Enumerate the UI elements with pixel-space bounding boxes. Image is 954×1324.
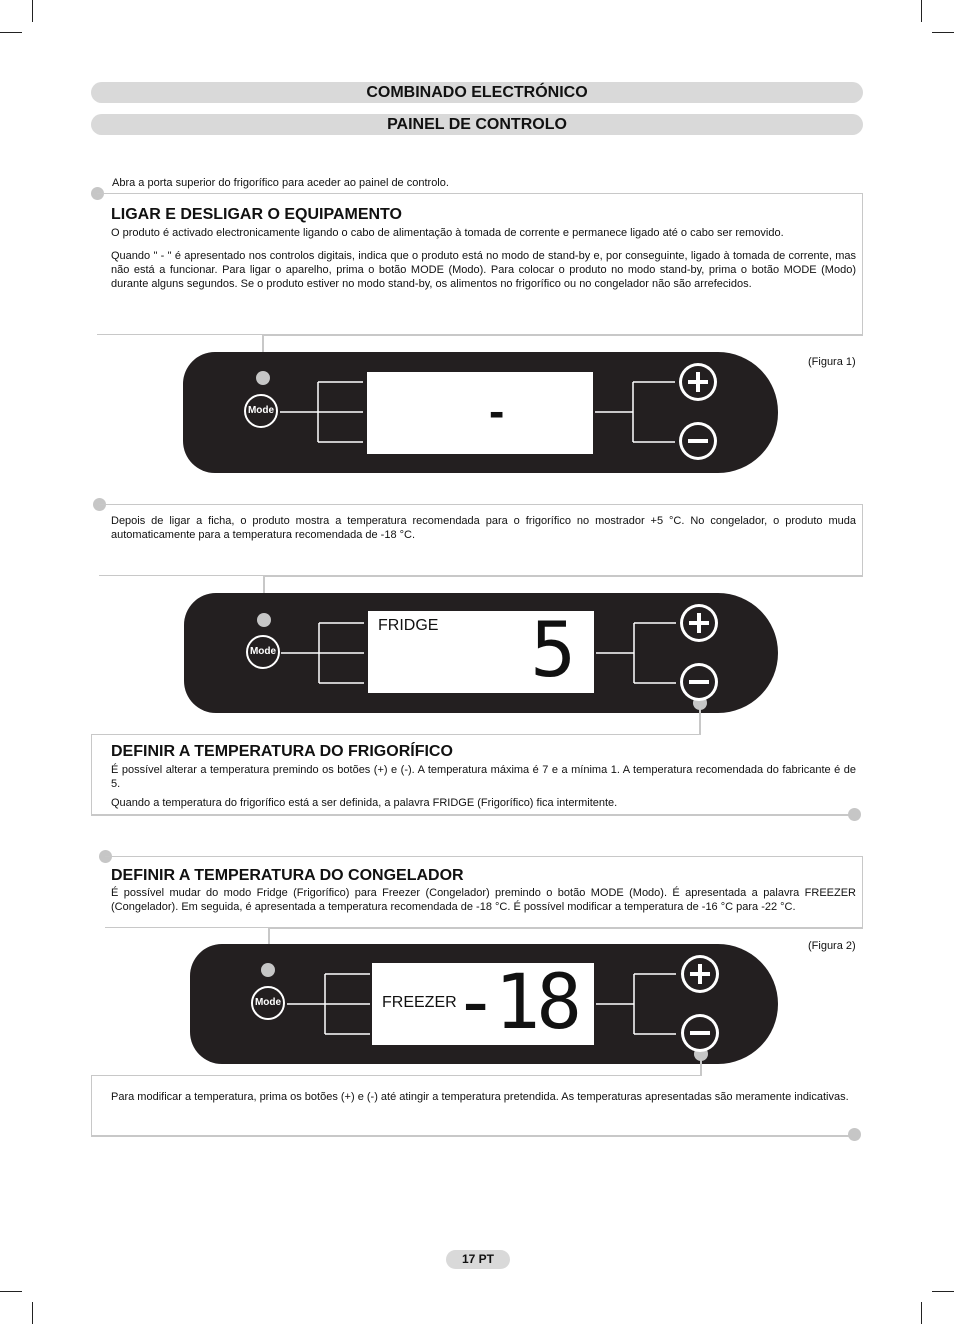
minus-icon [681,1014,719,1052]
crop-mark [32,1302,33,1324]
crop-mark [0,32,22,33]
plus-icon [680,604,718,642]
mode-button[interactable] [244,394,278,428]
fridge-paragraph-1: É possível alterar a temperatura premindo os botões (+) e (-). A temperatura máxima é 7 e a mínima 1. A temperatura recomendada do fabricante é de 5. [111,764,856,790]
fridge-label: FRIDGE [378,617,439,634]
crop-mark [32,0,33,22]
fridge-paragraph-2: Quando a temperatura do frigorífico está a ser definida, a palavra FRIDGE (Frigorífico) fica intermitente. [111,797,618,809]
fridge-temperature: 5 [530,605,576,694]
mode-button-label: Mode [247,405,275,416]
plus-icon [679,363,717,401]
connector-line [699,705,701,735]
minus-icon [680,663,718,701]
display-screen [367,372,593,454]
connector-line [91,1135,849,1137]
power-paragraph-2: Quando " - " é apresentado nos controlos digitais, indica que o produto está no modo de stand-by e, por conseguinte, ligado à tomada de corrente, mas não está a funcionar. Para ligar o aparelho, prima o botão MODE (Modo). Para colocar o produto no modo stand-by, prima o botão MODE (Modo) durante alguns segundos. Se o produto estiver no modo stand-by, os alimentos no frigorífico ou no congelador não são arrefecidos. [111,250,856,290]
modify-section-box [91,1075,701,1137]
control-panel-freezer [190,944,778,1064]
connector-line [268,927,863,929]
connector-line [263,575,863,577]
intro-text: Abra a porta superior do frigorífico para aceder ao painel de controlo. [112,177,449,189]
figure-1-caption: (Figura 1) [808,356,856,368]
document-title: COMBINADO ELECTRÓNICO [91,82,863,103]
freezer-paragraph-1: É possível mudar do modo Fridge (Frigorífico) para Freezer (Congelador) premindo o botão MODE (Modo). É apresentada a palavra FREEZER (Congelador). Em seguida, é apresentada a temperatura recomendada de -18 °C. É possível modificar a temperatura de -16 °C para -22 °C. [111,887,856,913]
figure-2-caption: (Figura 2) [808,940,856,952]
modify-text: Para modificar a temperatura, prima os botões (+) e (-) até atingir a temperatura pretendida. As temperaturas apresentadas são meramente indicativas. [111,1091,849,1103]
crop-mark [932,1291,954,1292]
standby-indicator: - [489,385,505,437]
plus-button[interactable] [679,363,717,401]
after-plug-text: Depois de ligar a ficha, o produto mostra a temperatura recomendada para o frigorífico no mostrador +5 °C. No congelador, o produto muda automaticamente para a temperatura recomendada de -18 °C. [111,515,856,541]
crop-mark [0,1291,22,1292]
minus-button[interactable] [679,422,717,460]
document-subtitle: PAINEL DE CONTROLO [91,114,863,135]
power-paragraph-1: O produto é activado electronicamente ligando o cabo de alimentação à tomada de corrente e permanece ligado até o cabo ser removido. [111,227,784,239]
crop-mark [921,0,922,22]
power-heading: LIGAR E DESLIGAR O EQUIPAMENTO [111,206,402,223]
control-panel-figure-1 [183,352,778,473]
minus-button[interactable] [681,1014,719,1052]
mode-button[interactable] [251,986,285,1020]
mode-button-label: Mode [249,646,277,657]
crop-mark [932,32,954,33]
crop-mark [921,1302,922,1324]
freezer-label: FREEZER [382,994,457,1011]
minus-icon [679,422,717,460]
control-panel-fridge [184,593,778,713]
freezer-temperature: -18 [452,957,578,1046]
mode-button-label: Mode [254,997,282,1008]
mode-button[interactable] [246,635,280,669]
display-screen [372,957,594,1046]
page-number: 17 PT [446,1250,510,1269]
fridge-heading: DEFINIR A TEMPERATURA DO FRIGORÍFICO [111,743,453,760]
bullet-dot [848,1128,861,1141]
connector-line [91,814,849,816]
connector-line [699,734,701,735]
minus-button[interactable] [680,663,718,701]
plus-button[interactable] [681,955,719,993]
display-screen [368,605,594,694]
connector-line [700,1058,702,1076]
connector-line [262,334,863,336]
plus-button[interactable] [680,604,718,642]
freezer-heading: DEFINIR A TEMPERATURA DO CONGELADOR [111,867,464,884]
plus-icon [681,955,719,993]
